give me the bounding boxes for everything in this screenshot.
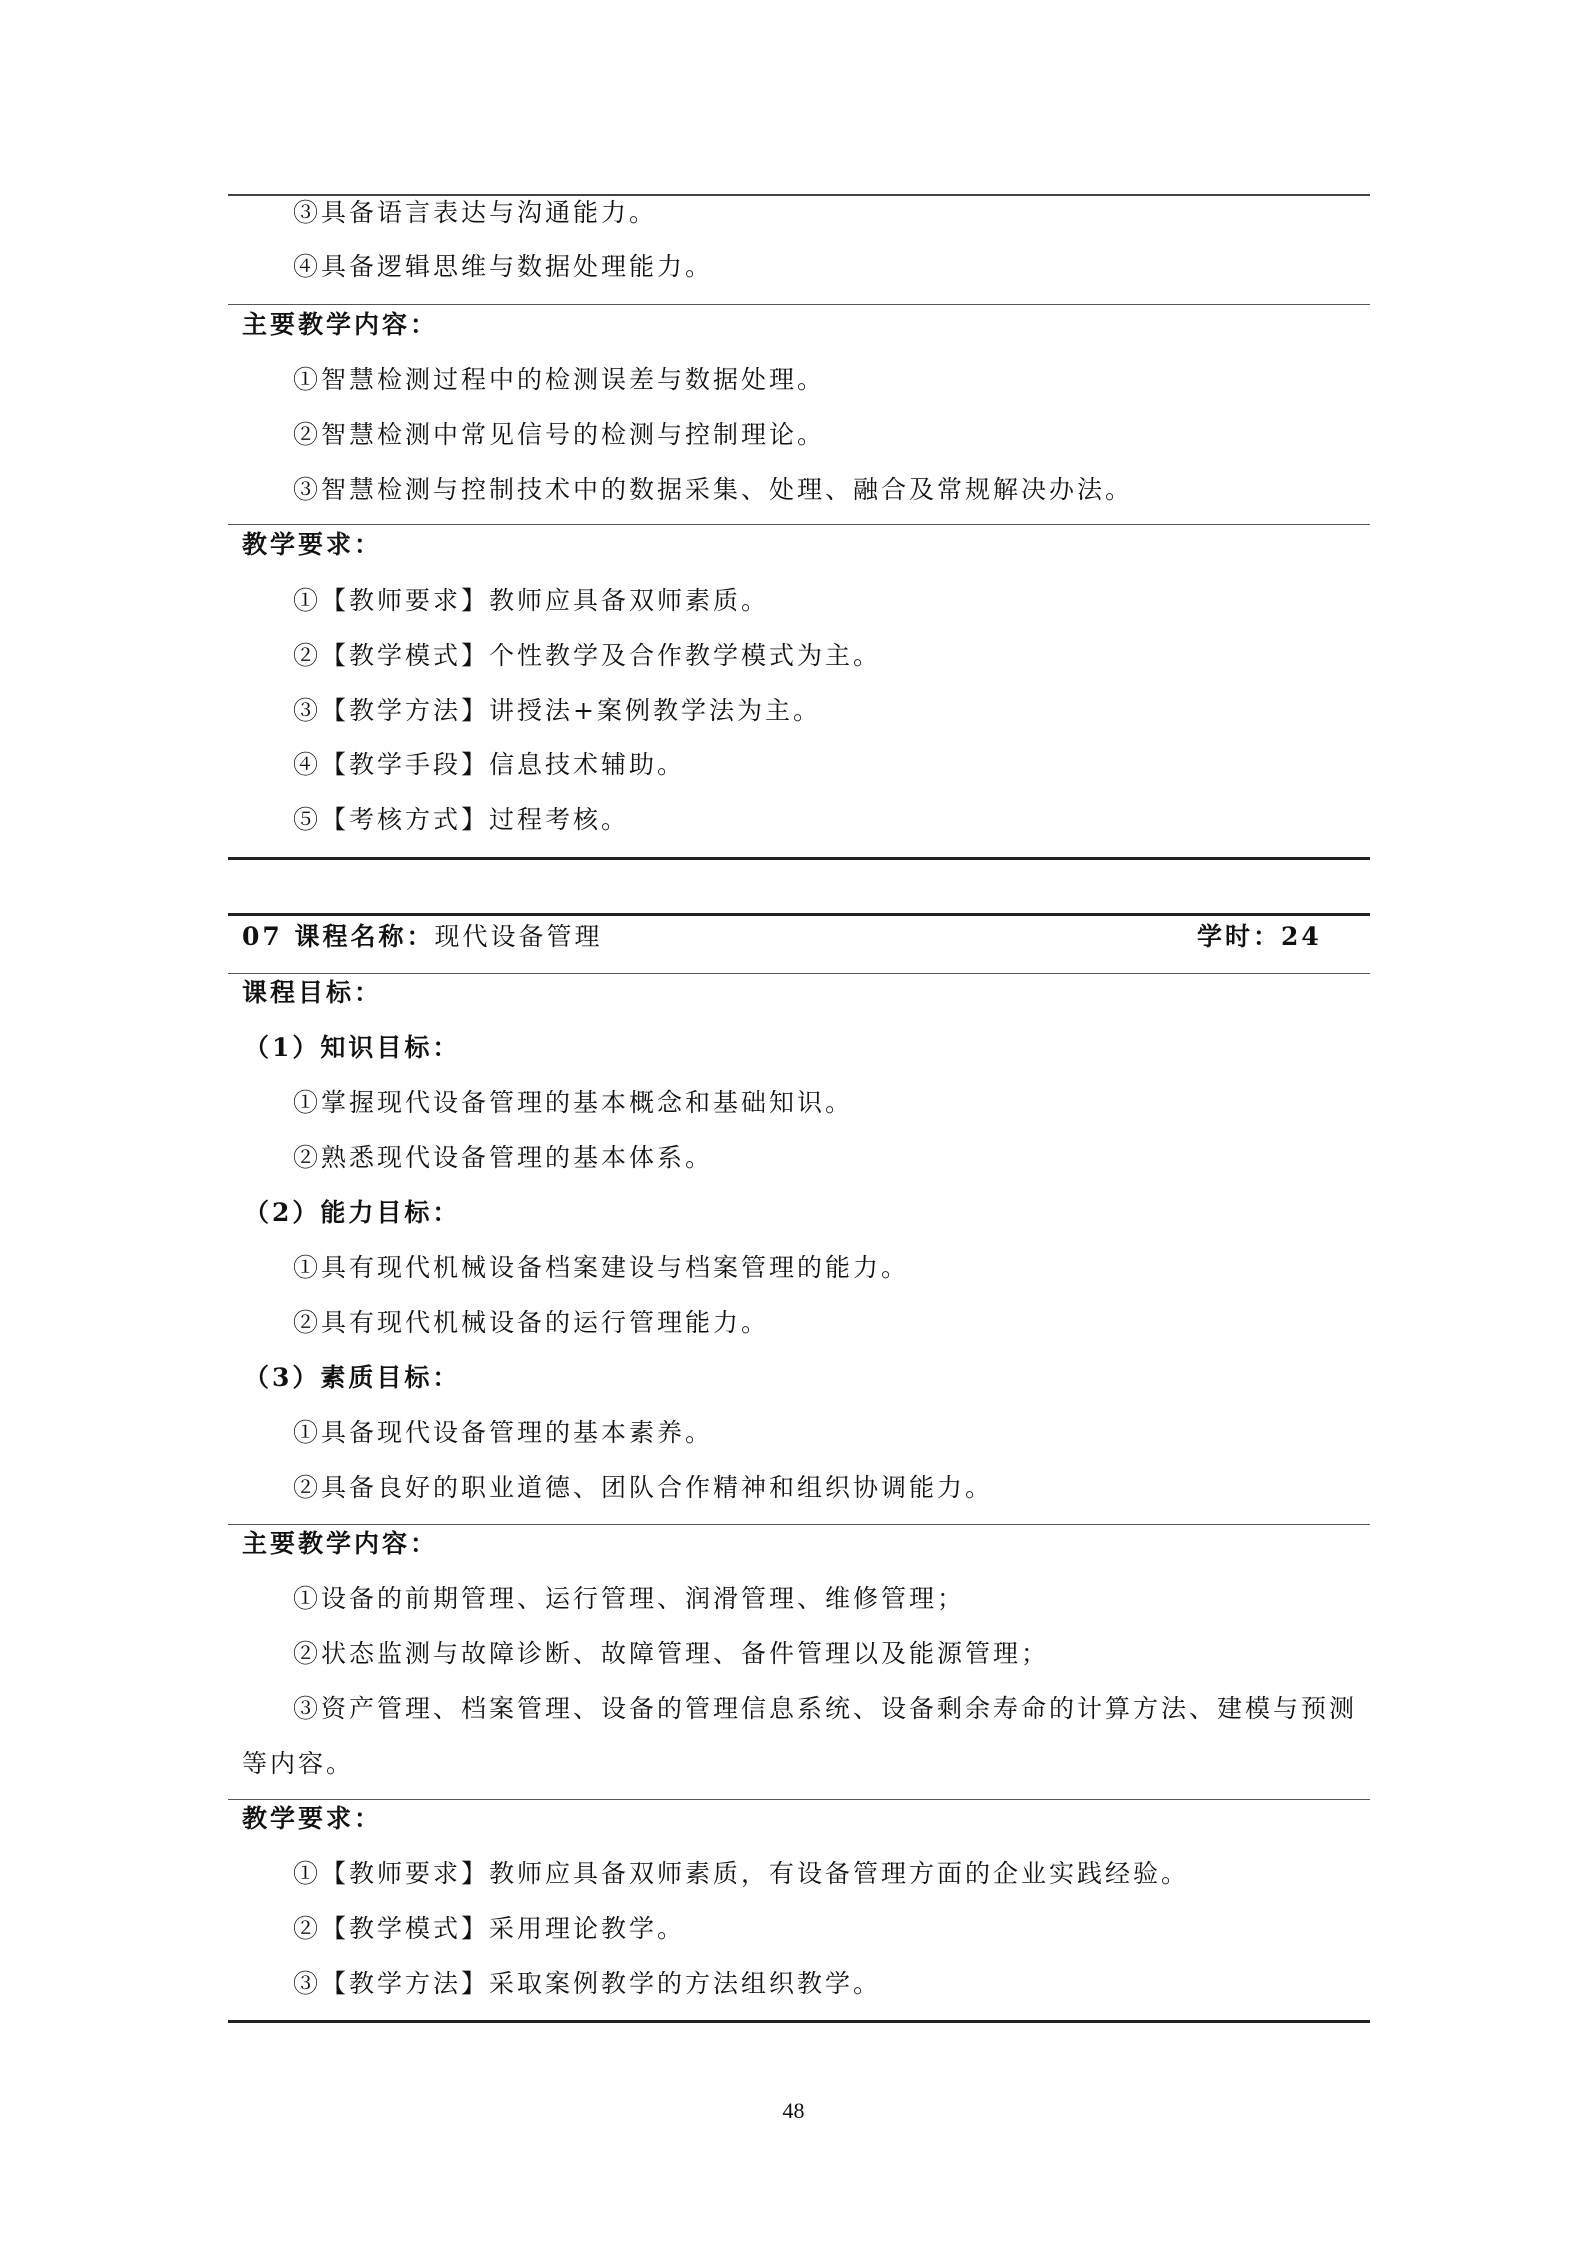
content-heading: 主要教学内容： — [242, 1529, 439, 1558]
content-item: ③资产管理、档案管理、设备的管理信息系统、设备剩余寿命的计算方法、建模与预测 — [293, 1694, 1358, 1723]
content-item-continuation: 等内容。 — [242, 1749, 355, 1778]
knowledge-item: ①掌握现代设备管理的基本概念和基础知识。 — [293, 1088, 854, 1117]
goal-heading: 课程目标： — [242, 978, 383, 1007]
ability-item: ④具备逻辑思维与数据处理能力。 — [293, 252, 714, 281]
knowledge-heading: （1）知识目标： — [244, 1033, 461, 1062]
table-bottom-rule — [228, 2020, 1370, 2023]
quality-item: ②具备良好的职业道德、团队合作精神和组织协调能力。 — [293, 1473, 994, 1502]
table-rule — [228, 1524, 1370, 1525]
course-number-label: 07 课程名称： — [242, 922, 435, 951]
course-name: 现代设备管理 — [434, 922, 603, 951]
page-number: 48 — [782, 2098, 805, 2123]
requirement-item: ④【教学手段】信息技术辅助。 — [293, 750, 686, 779]
requirements-heading: 教学要求： — [242, 530, 383, 559]
course-hours: 学时：24 — [1197, 922, 1322, 951]
content-item: ②状态监测与故障诊断、故障管理、备件管理以及能源管理； — [293, 1639, 1050, 1668]
course-title-row — [242, 920, 603, 954]
requirement-item: ⑤【考核方式】过程考核。 — [293, 805, 630, 834]
requirement-item: ③【教学方法】采取案例教学的方法组织教学。 — [293, 1969, 882, 1998]
table-rule — [228, 1799, 1370, 1800]
quality-item: ①具备现代设备管理的基本素养。 — [293, 1418, 714, 1447]
requirement-item: ③【教学方法】讲授法+案例教学法为主。 — [293, 696, 821, 725]
content-item: ②智慧检测中常见信号的检测与控制理论。 — [293, 420, 826, 449]
table-rule — [228, 524, 1370, 525]
requirement-item: ②【教学模式】采用理论教学。 — [293, 1914, 686, 1943]
ability-item: ②具有现代机械设备的运行管理能力。 — [293, 1308, 770, 1337]
ability-item: ③具备语言表达与沟通能力。 — [293, 198, 658, 227]
ability-item: ①具有现代机械设备档案建设与档案管理的能力。 — [293, 1253, 910, 1282]
requirements-heading: 教学要求： — [242, 1804, 383, 1833]
content-heading: 主要教学内容： — [242, 310, 439, 339]
content-item: ①设备的前期管理、运行管理、润滑管理、维修管理； — [293, 1584, 966, 1613]
table-top-rule — [228, 913, 1370, 916]
content-item: ①智慧检测过程中的检测误差与数据处理。 — [293, 365, 826, 394]
table-rule — [228, 304, 1370, 305]
knowledge-item: ②熟悉现代设备管理的基本体系。 — [293, 1143, 714, 1172]
ability-heading: （2）能力目标： — [244, 1198, 461, 1227]
quality-heading: （3）素质目标： — [244, 1363, 461, 1392]
content-item: ③智慧检测与控制技术中的数据采集、处理、融合及常规解决办法。 — [293, 475, 1134, 504]
requirement-item: ①【教师要求】教师应具备双师素质。 — [293, 586, 770, 615]
table-rule — [228, 973, 1370, 974]
requirement-item: ②【教学模式】个性教学及合作教学模式为主。 — [293, 641, 882, 670]
requirement-item: ①【教师要求】教师应具备双师素质，有设备管理方面的企业实践经验。 — [293, 1859, 1190, 1888]
table-bottom-rule — [228, 857, 1370, 860]
